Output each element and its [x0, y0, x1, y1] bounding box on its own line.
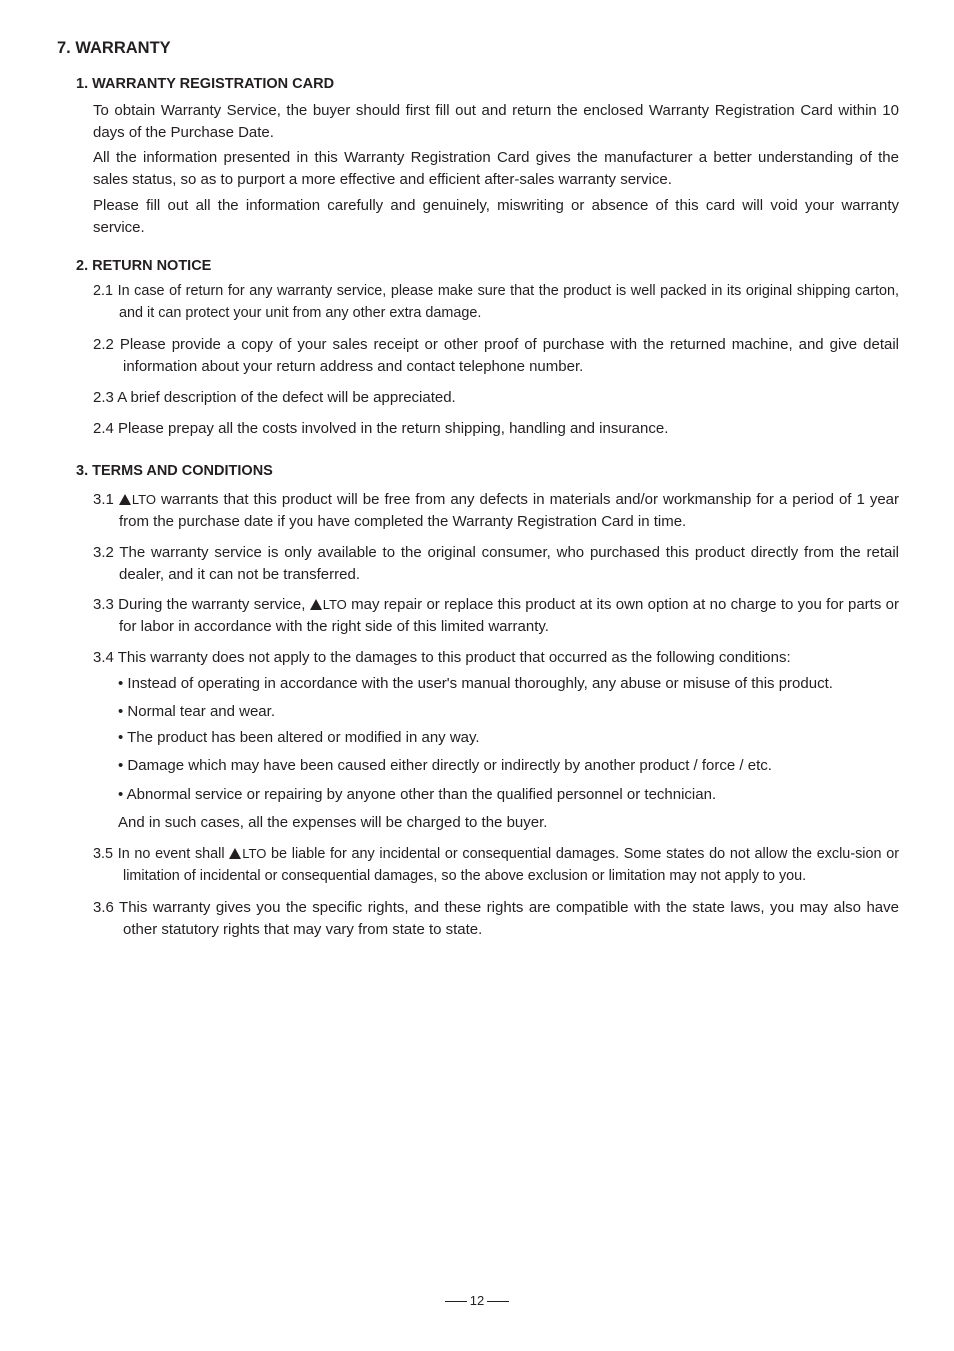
triangle-icon [310, 599, 322, 610]
triangle-icon [229, 848, 241, 859]
list-item: 3.1 LTO warrants that this product will be free from any defects in materials and/or workmanship for a period of 1 year from the purchase date if you have completed the Warranty Registration Card in time. [93, 491, 899, 530]
list-item: 3.2 The warranty service is only available to the original consumer, who purchased this product directly from the retail dealer, and it can not be transferred. [93, 544, 899, 583]
list-item: 3.5 In no event shall LTO be liable for any incidental or consequential damages. Some states do not allow the exclu-sion or limitation of incidental or consequential damages, so the above exclusion or limitation may not apply to you. [93, 846, 899, 884]
paragraph: All the information presented in this Warranty Registration Card gives the manufacturer a better understanding of the sales status, so as to purport a more effective and efficient after-sales warranty service. [93, 149, 899, 188]
bullet-item: • Normal tear and wear. [118, 703, 275, 720]
list-item: 3.3 During the warranty service, LTO may repair or replace this product at its own option at no charge to you for parts or for labor in accordance with the right side of this limited warranty. [93, 596, 899, 635]
section-title-registration: 1. WARRANTY REGISTRATION CARD [76, 76, 335, 92]
paragraph: To obtain Warranty Service, the buyer should first fill out and return the enclosed Warranty Registration Card within 10 days of the Purchase Date. [93, 102, 899, 141]
list-item: 2.1 In case of return for any warranty service, please make sure that the product is well packed in its original shipping carton, and it can protect your unit from any other extra damage. [93, 283, 899, 321]
bullet-item: • Instead of operating in accordance with the user's manual thoroughly, any abuse or misuse of this product. [118, 675, 833, 692]
paragraph: Please fill out all the information carefully and genuinely, miswriting or absence of this card will void your warranty service. [93, 197, 899, 236]
triangle-icon [119, 494, 131, 505]
bullet-item: • Damage which may have been caused either directly or indirectly by another product / force / etc. [118, 757, 772, 774]
list-item: 2.3 A brief description of the defect will be appreciated. [93, 389, 456, 406]
list-item: 2.4 Please prepay all the costs involved in the return shipping, handling and insurance. [93, 420, 669, 437]
page-footer [0, 1293, 954, 1308]
brand-logo: LTO [119, 491, 156, 508]
bullet-item: • The product has been altered or modified in any way. [118, 729, 480, 746]
page-number: 12 [469, 1293, 485, 1308]
list-item: 2.2 Please provide a copy of your sales receipt or other proof of purchase with the returned machine, and give detail information about your return address and contact telephone number. [93, 336, 899, 375]
bullet-item: • Abnormal service or repairing by anyone other than the qualified personnel or technician. [118, 786, 717, 803]
bullets-note: And in such cases, all the expenses will be charged to the buyer. [118, 814, 548, 831]
brand-logo: LTO [310, 596, 347, 613]
section-title-return: 2. RETURN NOTICE [76, 258, 212, 274]
brand-logo: LTO [229, 846, 266, 862]
list-item: 3.4 This warranty does not apply to the damages to this product that occurred as the following conditions: [93, 649, 791, 666]
footer-rule [445, 1301, 467, 1302]
footer-rule [487, 1301, 509, 1302]
page-heading: 7. WARRANTY [57, 39, 171, 57]
section-title-terms: 3. TERMS AND CONDITIONS [76, 463, 273, 479]
list-item: 3.6 This warranty gives you the specific rights, and these rights are compatible with the state laws, you may also have other statutory rights that may vary from state to state. [93, 899, 899, 938]
